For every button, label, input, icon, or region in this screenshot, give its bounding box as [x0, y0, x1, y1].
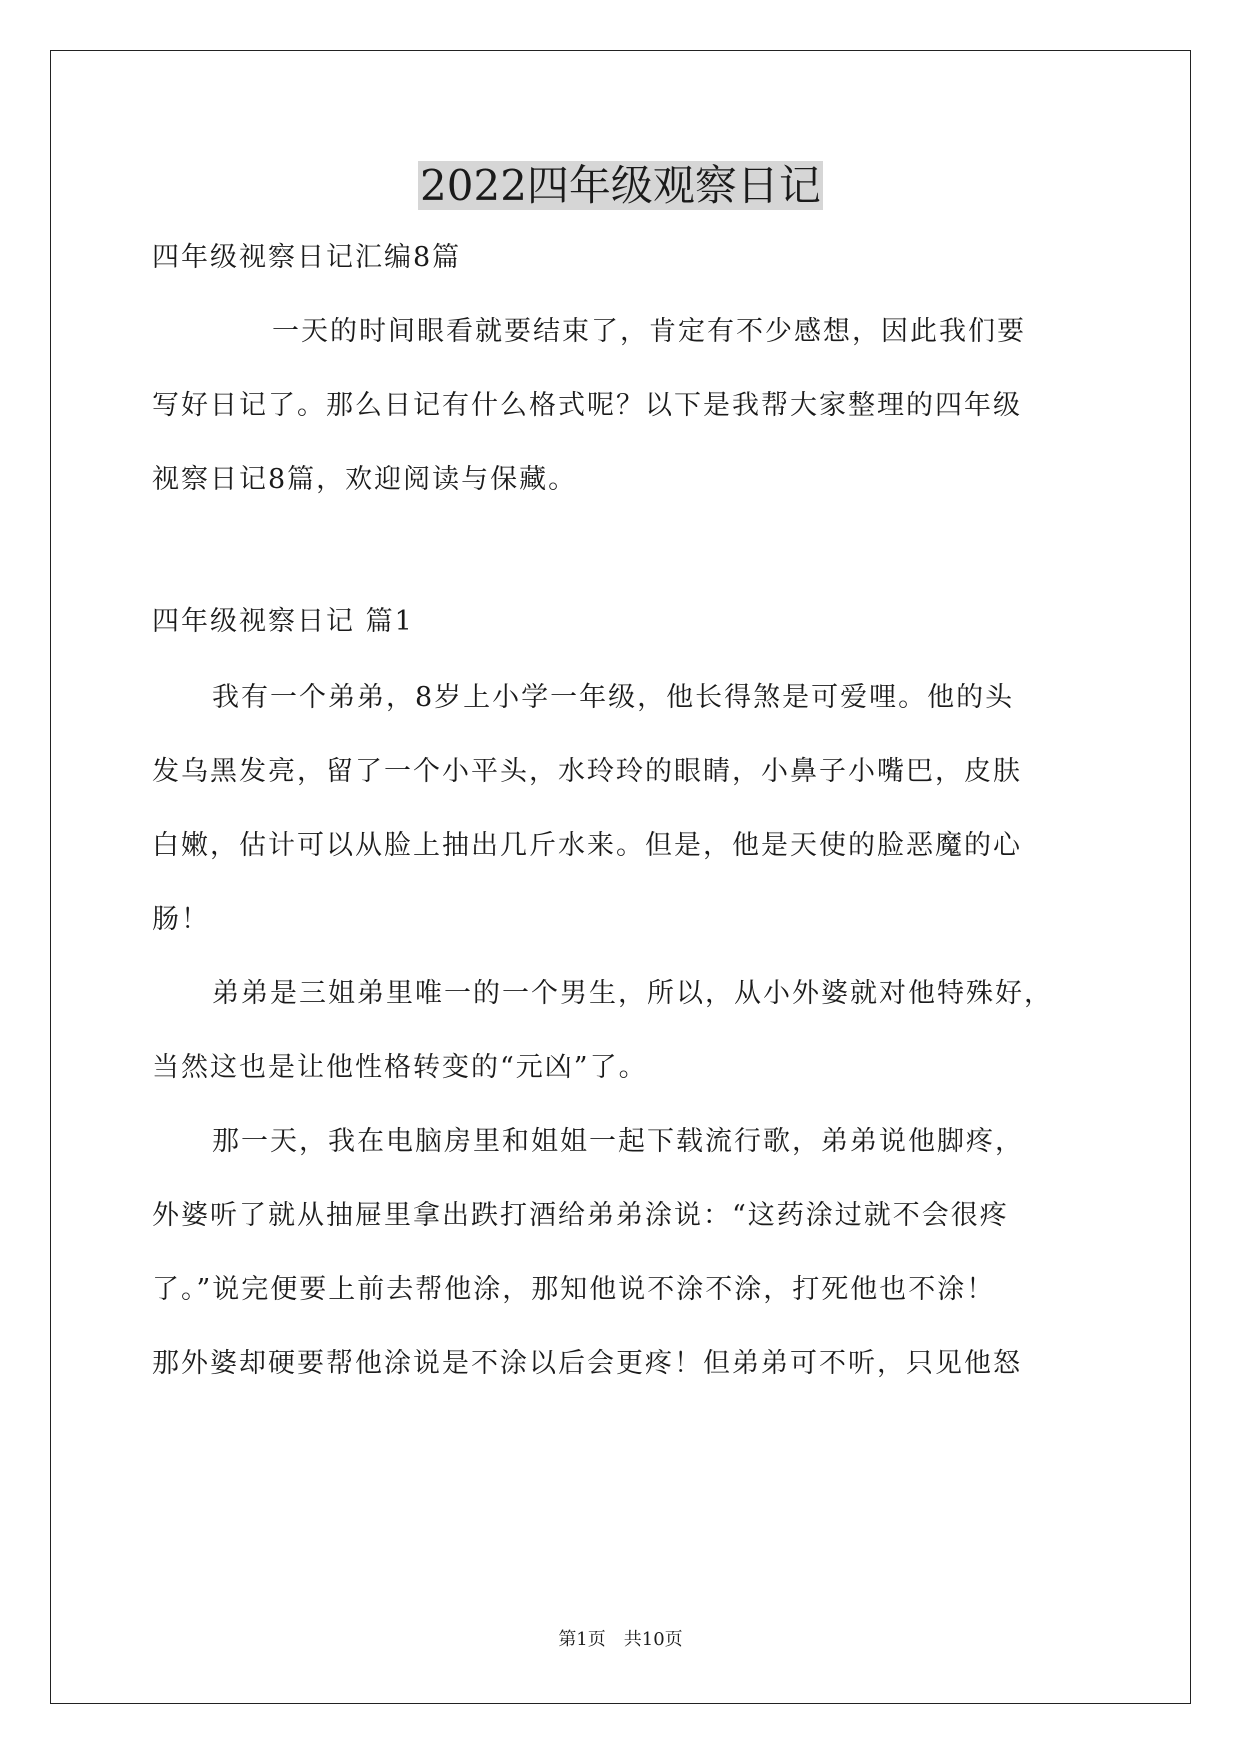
intro-line: 一天的时间眼看就要结束了，肯定有不少感想，因此我们要 [272, 316, 1026, 347]
section-heading: 四年级视察日记 篇1 [152, 606, 414, 637]
body-line: 了。”说完便要上前去帮他涂，那知他说不涂不涂，打死他也不涂！ [152, 1274, 996, 1305]
body-line: 弟弟是三姐弟里唯一的一个男生，所以，从小外婆就对他特殊好， [212, 978, 1053, 1009]
body-line: 当然这也是让他性格转变的“元凶”了。 [152, 1052, 648, 1083]
page-number-footer: 第1页 共10页 [558, 1629, 683, 1650]
document-subtitle: 四年级视察日记汇编8篇 [152, 242, 462, 273]
body-line: 肠！ [152, 904, 210, 935]
body-line: 发乌黑发亮，留了一个小平头，水玲玲的眼睛，小鼻子小嘴巴，皮肤 [152, 756, 1022, 787]
intro-line: 写好日记了。那么日记有什么格式呢？以下是我帮大家整理的四年级 [152, 390, 1022, 421]
intro-line: 视察日记8篇，欢迎阅读与保藏。 [152, 464, 578, 495]
body-line: 那外婆却硬要帮他涂说是不涂以后会更疼！但弟弟可不听，只见他怒 [152, 1348, 1022, 1379]
body-line: 我有一个弟弟，8岁上小学一年级，他长得煞是可爱哩。他的头 [212, 682, 1015, 713]
page-border [50, 50, 1191, 1704]
document-title-text: 2022四年级观察日记 [420, 161, 821, 210]
document-title [0, 158, 1241, 214]
body-line: 外婆听了就从抽屉里拿出跌打酒给弟弟涂说：“这药涂过就不会很疼 [152, 1200, 1009, 1231]
body-line: 白嫩，估计可以从脸上抽出几斤水来。但是，他是天使的脸恶魔的心 [152, 830, 1022, 861]
body-line: 那一天，我在电脑房里和姐姐一起下载流行歌，弟弟说他脚疼， [212, 1126, 1024, 1157]
